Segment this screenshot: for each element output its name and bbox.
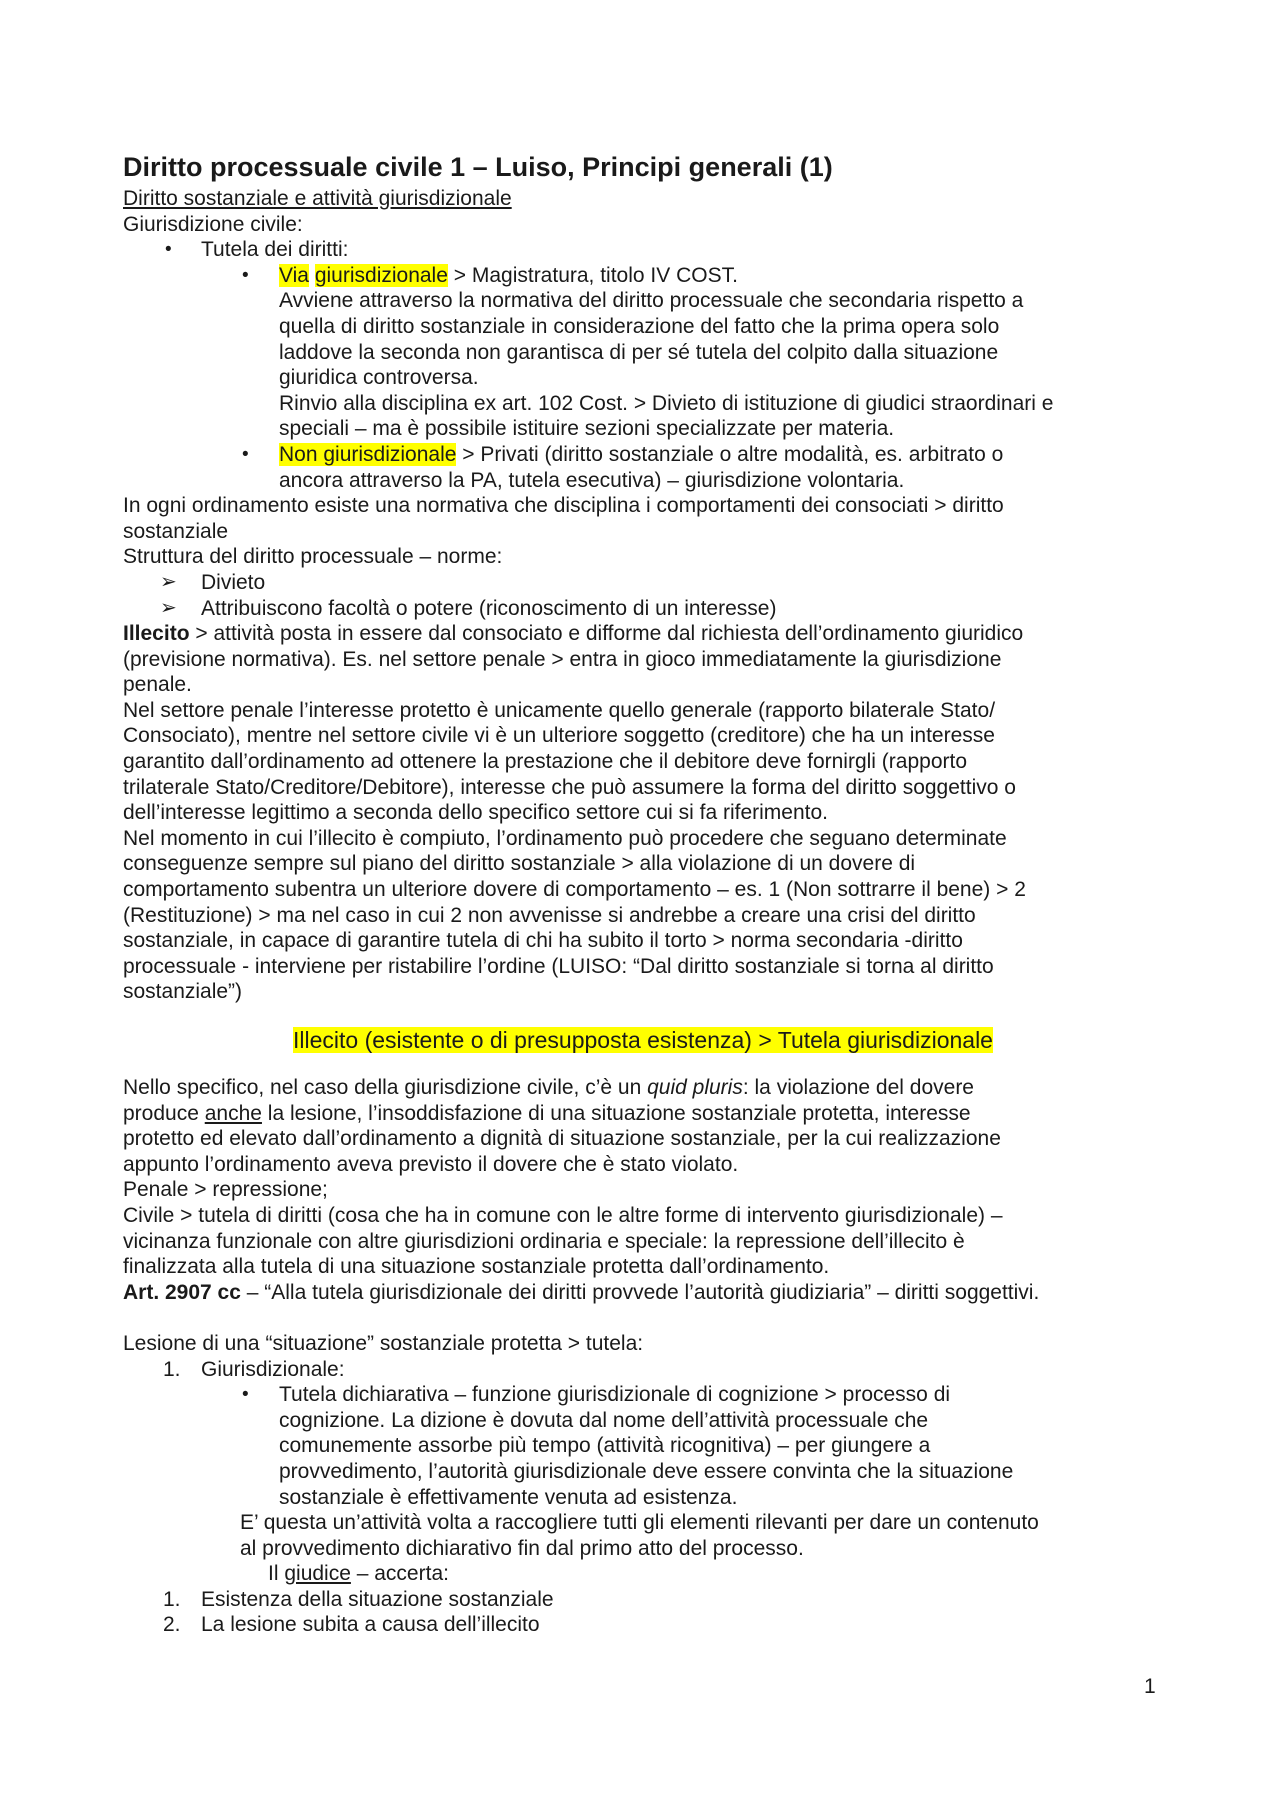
paragraph-line: Nel settore penale l’interesse protetto è unicamente quello generale (rapporto bilaterale Stato/ (123, 698, 996, 722)
paragraph-line: speciali – ma è possibile istituire sezioni specializzate per materia. (279, 417, 895, 441)
paragraph-line: processuale - interviene per ristabilire l’ordine (LUISO: “Dal diritto sostanziale si torna al diritto (123, 954, 994, 978)
paragraph-line: Civile > tutela di diritti (cosa che ha in comune con le altre forme di intervento giurisdizionale) – (123, 1203, 1003, 1227)
list-item (123, 442, 1163, 493)
paragraph-line: Rinvio alla disciplina ex art. 102 Cost. > Divieto di istituzione di giudici straordinari e (279, 391, 1054, 415)
paragraph-line: laddove la seconda non garantisca di per sé tutela del colpito dalla situazione (279, 340, 999, 364)
list-item-text: Attribuiscono facoltà o potere (riconoscimento di un interesse) (201, 596, 777, 620)
paragraph-text: la lesione, l’insoddisfazione di una situazione sostanziale protetta, interesse (261, 1101, 971, 1125)
spacer (123, 1305, 1163, 1331)
list-item (123, 570, 1163, 596)
paragraph-line: In ogni ordinamento esiste una normativa che disciplina i comportamenti dei consociati > diritto (123, 494, 1004, 518)
bullet-icon: • (165, 239, 172, 261)
paragraph-line: finalizzata alla tutela di una situazione sostanziale protetta dall’ordinamento. (123, 1255, 830, 1279)
list-item (123, 1587, 1163, 1613)
bullet-icon: • (242, 264, 249, 286)
bold-term: Illecito (123, 622, 190, 646)
paragraph-line: Penale > repressione; (123, 1178, 328, 1202)
arrow-bullet-icon: ➢ (160, 570, 177, 593)
subtitle-text: Diritto sostanziale e attività giurisdizionale (123, 187, 512, 210)
paragraph-line: penale. (123, 673, 192, 697)
underlined-term: giudice (284, 1562, 351, 1586)
paragraph-line: sostanziale”) (123, 980, 243, 1004)
paragraph-line: dell’interesse legittimo a seconda dello specifico settore cui si fa riferimento. (123, 801, 829, 825)
list-item (123, 1357, 1163, 1383)
paragraph-line: al provvedimento dichiarativo fin dal primo atto del processo. (240, 1536, 804, 1560)
paragraph-line: vicinanza funzionale con altre giurisdizioni ordinaria e speciale: la repressione dell’illecito è (123, 1229, 965, 1253)
highlight-via: Via (279, 263, 309, 287)
paragraph-line: sostanziale, in capace di garantire tutela di chi ha subito il torto > norma secondaria -diritto (123, 929, 963, 953)
paragraph-text: – “Alla tutela giurisdizionale dei diritti provvede l’autorità giudiziaria” – diritti soggettivi. (240, 1280, 1040, 1304)
paragraph-text: Il (268, 1562, 285, 1586)
list-item-text: Esistenza della situazione sostanziale (201, 1587, 554, 1611)
paragraph-line: comportamento subentra un ulteriore dovere di comportamento – es. 1 (Non sottrarre il bene) > 2 (123, 878, 1026, 902)
paragraph-line: cognizione. La dizione è dovuta dal nome dell’attività processuale che (279, 1408, 929, 1432)
paragraph-line: conseguenze sempre sul piano del diritto sostanziale > alla violazione di un dovere di (123, 852, 916, 876)
list-item-text: Divieto (201, 570, 266, 594)
paragraph-line: protetto ed elevato dall’ordinamento a dignità di situazione sostanziale, per la cui realizzazione (123, 1127, 1001, 1151)
list-item-text: > Privati (diritto sostanziale o altre modalità, es. arbitrato o (456, 442, 1004, 466)
paragraph-line: (Restituzione) > ma nel caso in cui 2 non avvenisse si andrebbe a creare una crisi del diritto (123, 903, 976, 927)
paragraph-line: Consociato), mentre nel settore civile vi è un ulteriore soggetto (creditore) che ha un interesse (123, 724, 995, 748)
list-item (123, 1612, 1163, 1638)
bold-term: Art. 2907 cc (123, 1280, 241, 1304)
list-item (123, 1382, 1163, 1510)
centered-callout (123, 1025, 1163, 1055)
subtitle (123, 186, 1163, 212)
page-number: 1 (1144, 1675, 1156, 1698)
paragraph-line: Struttura del diritto processuale – norme: (123, 545, 503, 569)
page-title: Diritto processuale civile 1 – Luiso, Principi generali (1) (123, 152, 833, 182)
paragraph-line: Tutela dichiarativa – funzione giurisdizionale di cognizione > processo di (279, 1383, 951, 1407)
paragraph-line: provvedimento, l’autorità giurisdizionale deve essere convinta che la situazione (279, 1459, 1014, 1483)
callout-highlight: Illecito (esistente o di presupposta esistenza) > Tutela giurisdizionale (293, 1027, 993, 1053)
highlight-non-giurisdizionale: Non giurisdizionale (279, 442, 457, 466)
list-number: 2. (163, 1613, 181, 1637)
arrow-bullet-icon: ➢ (160, 596, 177, 619)
paragraph-line: garantito dall’ordinamento ad ottenere la prestazione che il debitore deve fornirgli (rapporto (123, 750, 968, 774)
paragraph-text: Nello specifico, nel caso della giurisdizione civile, c’è un (123, 1076, 648, 1099)
bullet-icon: • (242, 443, 249, 465)
paragraph-line: (previsione normativa). Es. nel settore penale > entra in gioco immediatamente la giurisdizione (123, 647, 1002, 671)
paragraph-line: quella di diritto sostanziale in considerazione del fatto che la prima opera solo (279, 314, 1000, 338)
document-page (123, 150, 1163, 1638)
paragraph-line: Avviene attraverso la normativa del diritto processuale che secondaria rispetto a (279, 289, 1024, 313)
underlined-term: anche (204, 1101, 262, 1125)
list-item (123, 263, 1163, 442)
list-item-text: > Magistratura, titolo IV COST. (447, 263, 738, 287)
list-item-text: Tutela dei diritti: (201, 238, 349, 262)
paragraph-line: giuridica controversa. (279, 366, 479, 390)
italic-term: quid pluris (647, 1076, 743, 1099)
paragraph-line: appunto l’ordinamento aveva previsto il dovere che è stato violato. (123, 1152, 739, 1176)
highlight-giurisdizionale: giurisdizionale (314, 263, 448, 287)
bullet-icon: • (242, 1384, 249, 1406)
paragraph-text: : la violazione del dovere (742, 1076, 974, 1099)
paragraph-line: Lesione di una “situazione” sostanziale protetta > tutela: (123, 1331, 644, 1355)
paragraph-line: sostanziale è effettivamente venuta ad esistenza. (279, 1485, 738, 1509)
list-item (123, 237, 1163, 263)
paragraph-text: produce (123, 1101, 205, 1125)
paragraph-line: trilaterale Stato/Creditore/Debitore), interesse che può assumere la forma del diritto soggettivo o (123, 775, 1016, 799)
paragraph-line: sostanziale (123, 519, 229, 543)
list-item (123, 596, 1163, 622)
paragraph-line: Nel momento in cui l’illecito è compiuto, l’ordinamento può procedere che seguano determinate (123, 826, 1007, 850)
section-heading: Giurisdizione civile: (123, 212, 303, 236)
list-item-text: Giurisdizionale: (201, 1357, 345, 1381)
list-number: 1. (163, 1587, 181, 1611)
paragraph-line: ancora attraverso la PA, tutela esecutiva) – giurisdizione volontaria. (279, 468, 905, 492)
paragraph-text: > attività posta in essere dal consociato e difforme dal richiesta dell’ordinamento giuridico (189, 622, 1024, 646)
paragraph-line: E’ questa un’attività volta a raccogliere tutti gli elementi rilevanti per dare un contenuto (240, 1511, 1039, 1535)
paragraph-text: – accerta: (350, 1562, 449, 1586)
list-item-text: La lesione subita a causa dell’illecito (201, 1613, 540, 1637)
paragraph-line: comunemente assorbe più tempo (attività ricognitiva) – per giungere a (279, 1434, 931, 1458)
list-number: 1. (163, 1357, 181, 1381)
